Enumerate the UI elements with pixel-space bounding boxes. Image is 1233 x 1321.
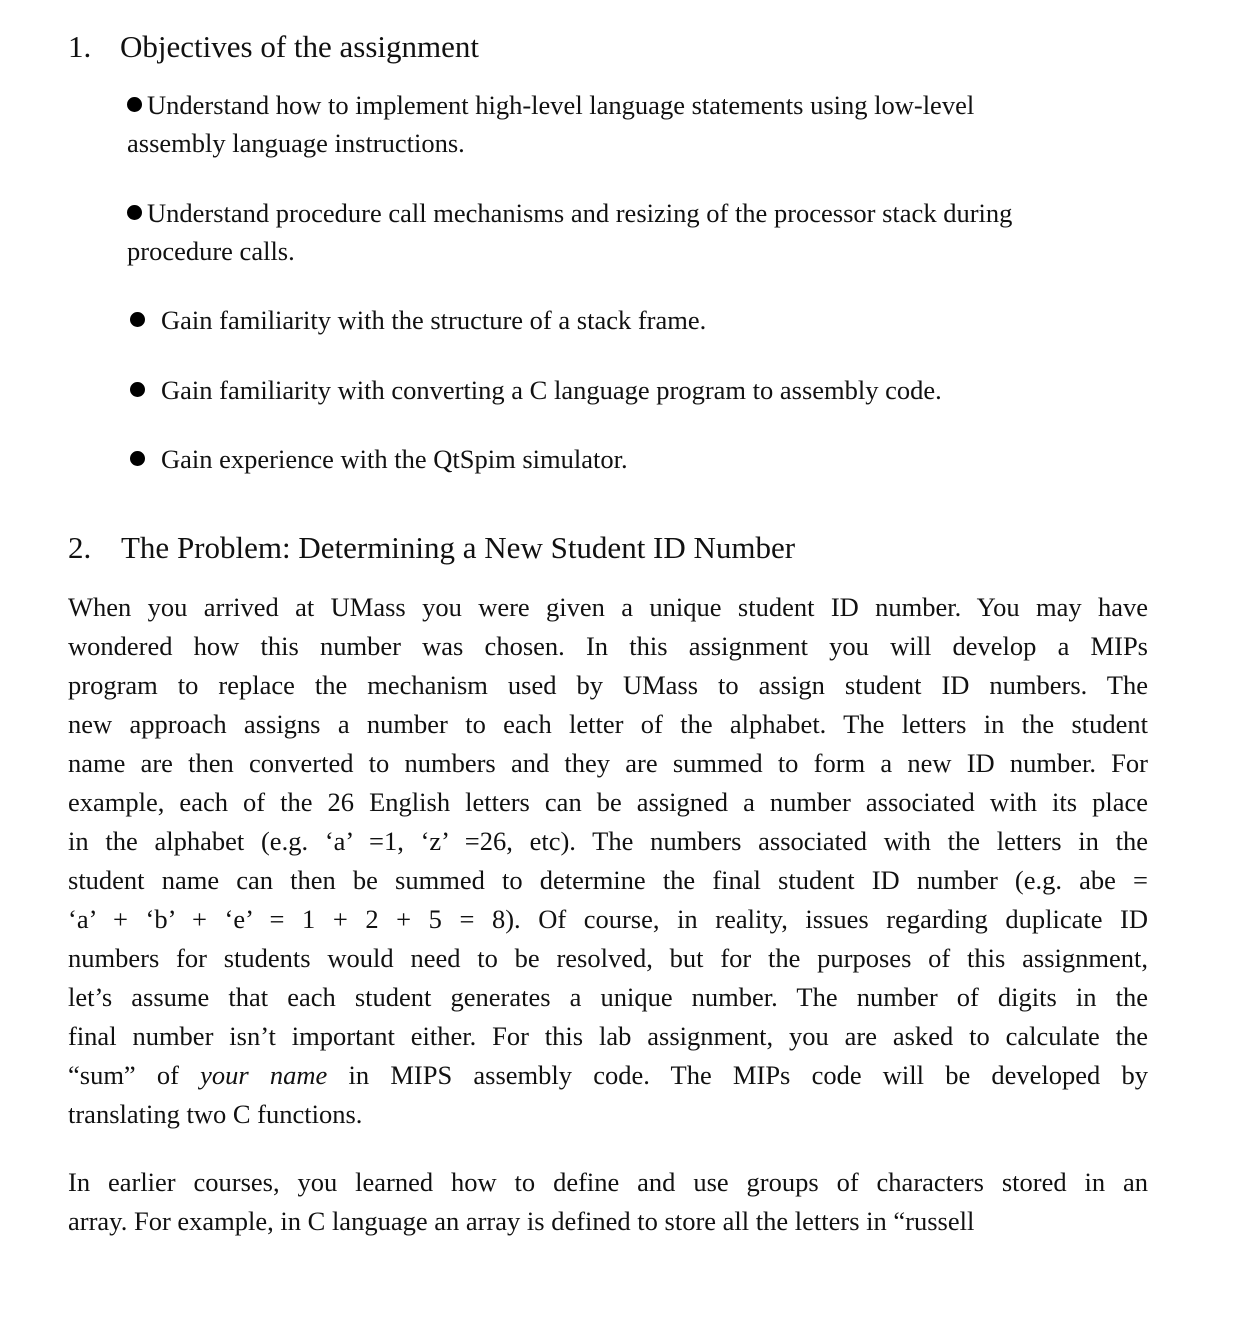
section-number: 2. — [68, 530, 92, 565]
text: in MIPS assembly code. The MIPs code will be developed by — [327, 1060, 1148, 1090]
paragraph-line: translating two C functions. — [68, 1099, 363, 1129]
list-item-continuation: procedure calls. — [127, 236, 295, 266]
list-item-text: Understand how to implement high-level language statements using low-level — [147, 90, 975, 120]
paragraph-line: When you arrived at UMass you were given a unique student ID number. You may have — [68, 592, 1148, 622]
list-item-continuation: assembly language instructions. — [127, 128, 465, 158]
list-item-text: Understand procedure call mechanisms and resizing of the processor stack during — [147, 198, 1013, 228]
paragraph-line: final number isn’t important either. For this lab assignment, you are asked to calculate the — [68, 1021, 1148, 1051]
list-item — [127, 86, 974, 124]
list-item-text: Gain familiarity with the structure of a stack frame. — [161, 305, 707, 335]
section-title: Objectives of the assignment — [120, 29, 479, 64]
list-item — [127, 194, 1012, 232]
bullet-icon — [130, 312, 145, 327]
paragraph-line — [68, 1056, 1148, 1095]
bullet-icon — [130, 382, 145, 397]
list-item — [130, 371, 942, 409]
emphasis-text: your name — [200, 1060, 328, 1090]
list-item — [130, 301, 706, 339]
bullet-icon — [130, 451, 145, 466]
list-item-text: Gain experience with the QtSpim simulator. — [161, 444, 628, 474]
paragraph-line: example, each of the 26 English letters can be assigned a number associated with its place — [68, 787, 1148, 817]
paragraph-line: wondered how this number was chosen. In this assignment you will develop a MIPs — [68, 631, 1148, 661]
paragraph-line: name are then converted to numbers and they are summed to form a new ID number. For — [68, 748, 1148, 778]
list-item — [130, 440, 628, 478]
paragraph-line: in the alphabet (e.g. ‘a’ =1, ‘z’ =26, etc). The numbers associated with the letters in the — [68, 826, 1148, 856]
paragraph-line: student name can then be summed to determine the final student ID number (e.g. abe = — [68, 865, 1148, 895]
section-number: 1. — [68, 29, 92, 64]
paragraph-line: program to replace the mechanism used by UMass to assign student ID numbers. The — [68, 670, 1148, 700]
paragraph-line: In earlier courses, you learned how to define and use groups of characters stored in an — [68, 1167, 1148, 1197]
section-title: The Problem: Determining a New Student ID Number — [121, 530, 796, 565]
paragraph-line: let’s assume that each student generates a unique number. The number of digits in the — [68, 982, 1148, 1012]
paragraph-line: ‘a’ + ‘b’ + ‘e’ = 1 + 2 + 5 = 8). Of course, in reality, issues regarding duplicate ID — [68, 904, 1148, 934]
bullet-icon — [127, 205, 142, 220]
text: “sum” of — [68, 1060, 201, 1090]
paragraph-line: new approach assigns a number to each letter of the alphabet. The letters in the student — [68, 709, 1148, 739]
paragraph-line: array. For example, in C language an array is defined to store all the letters in “russell — [68, 1206, 975, 1236]
list-item-text: Gain familiarity with converting a C language program to assembly code. — [161, 375, 942, 405]
bullet-icon — [127, 97, 142, 112]
paragraph-line: numbers for students would need to be resolved, but for the purposes of this assignment, — [68, 943, 1148, 973]
